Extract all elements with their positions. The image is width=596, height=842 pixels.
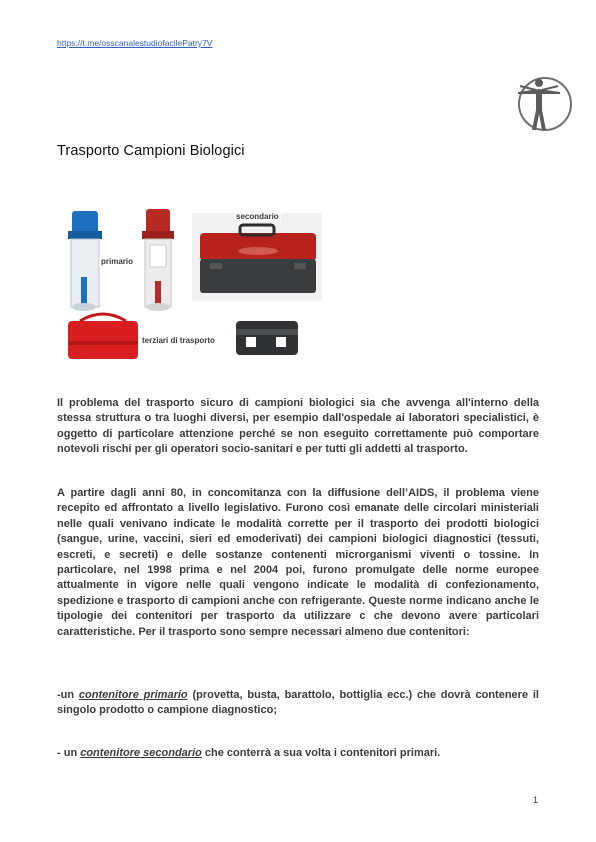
term-contenitore-secondario: contenitore secondario: [80, 747, 202, 759]
label-terziari: terziari di trasporto: [142, 336, 215, 345]
term-contenitore-primario: contenitore primario: [78, 689, 188, 701]
page-title: Trasporto Campioni Biologici: [57, 143, 245, 159]
label-primario: primario: [101, 257, 134, 266]
blue-tube-image: [68, 211, 102, 311]
label-secondario: secondario: [236, 212, 279, 221]
list-item-secondary-container: - un contenitore secondario che conterrà a sua volta i contenitori primari.: [57, 747, 441, 759]
paragraph-legislation: A partire dagli anni 80, in concomitanza con la diffusione dell’AIDS, il problema viene recepito ed affrontato a livello legislativo. Furono così emanate delle circolari ministeriali nelle quali venivano indicate le modalità corrette per il trasporto dei prodotti biologici (sangue, urine, vaccini, sieri ed emoderivati) dei campioni biologici diagnostici (tessuti, escreti, e secreti) e delle sostanze contenenti microrganismi viventi o tossine. In particolare, nel 1998 prima e nel 2004 poi, furono promulgate delle norme europee attualmente in vigore nelle quali vengono indicate le modalità di confezionamento, spedizione e trasporto di campioni anche con refrigerante. Queste norme indicano anche le tipologie dei contenitori per trasporto da utilizzare c che devono avere particolari caratteristiche. Per il trasporto sono sempre necessari almeno due contenitori:: [57, 487, 539, 638]
telegram-link[interactable]: https://t.me/osscanalestudiofacilePatry7V: [57, 38, 213, 48]
toolbox-image: [192, 213, 322, 301]
vitruvian-figure-logo-icon: [512, 72, 574, 136]
paragraph-intro: Il problema del trasporto sicuro di campioni biologici sia che avvenga all'interno della stessa struttura o tra luoghi diversi, per esempio dall'ospedale ai laboratori specialistici, è oggetto di particolare attenzione perché se non eseguito correttamente può comportare notevoli rischi per gli operatori socio-sanitari e per tutti gli addetti al trasporto.: [57, 397, 539, 456]
red-tube-image: [142, 209, 174, 311]
list-item-primary-container: -un contenitore primario (provetta, busta, barattolo, bottiglia ecc.) che dovrà contenere il singolo prodotto o campione diagnostico;: [57, 689, 539, 717]
page-number: 1: [533, 795, 539, 805]
grey-case-image: [236, 321, 298, 355]
